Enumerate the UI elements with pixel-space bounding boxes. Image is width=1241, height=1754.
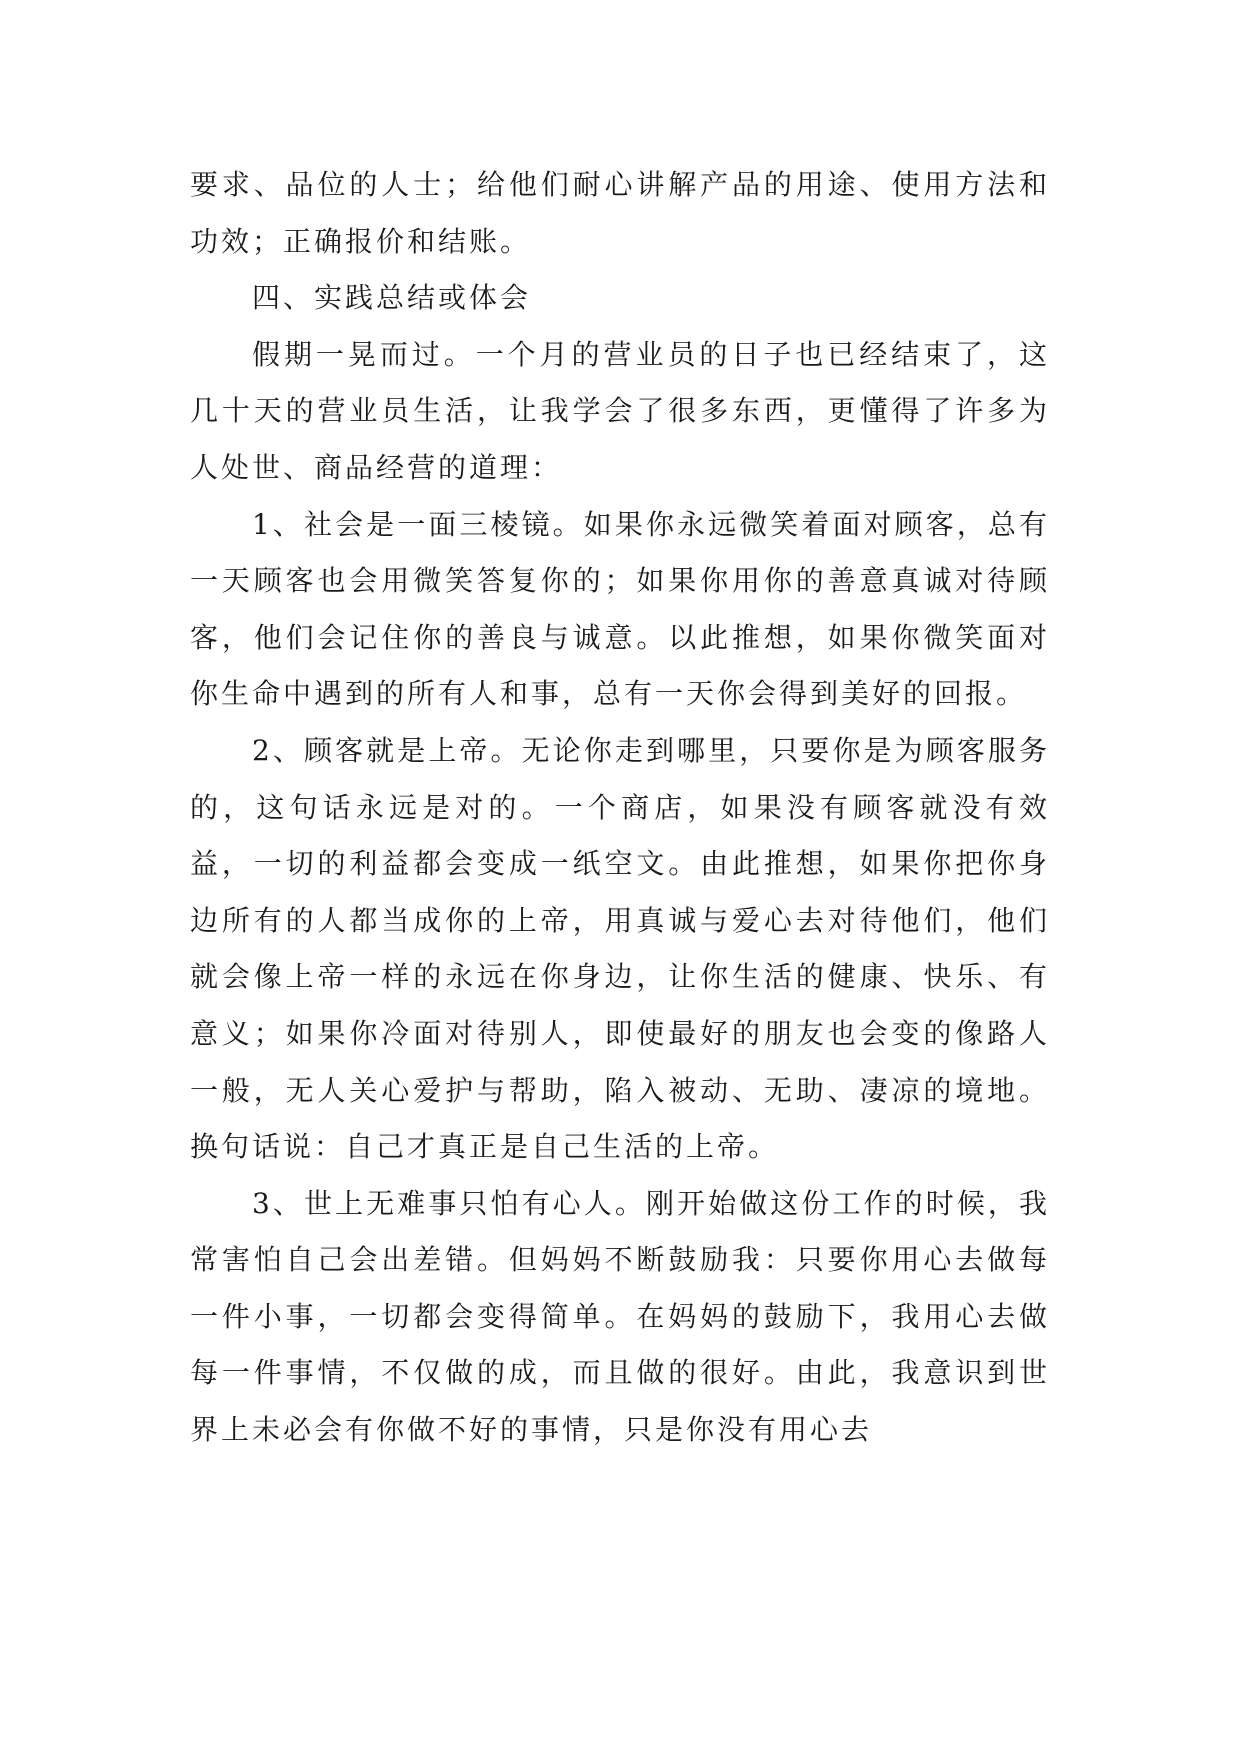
paragraph-point-2: 2、顾客就是上帝。无论你走到哪里，只要你是为顾客服务的，这句话永远是对的。一个商店，如果没有顾客就没有效益，一切的利益都会变成一纸空文。由此推想，如果你把你身边所有的人都当成你的上帝，用真诚与爱心去对待他们，他们就会像上帝一样的永远在你身边，让你生活的健康、快乐、有意义；如果你冷面对待别人，即使最好的朋友也会变的像路人一般，无人关心爱护与帮助，陷入被动、无助、凄凉的境地。换句话说：自己才真正是自己生活的上帝。 [190,733,1050,1164]
paragraph-intro: 假期一晃而过。一个月的营业员的日子也已经结束了，这几十天的营业员生活，让我学会了很多东西，更懂得了许多为人处世、商品经营的道理： [190,337,1050,484]
section-heading: 四、实践总结或体会 [252,281,532,315]
paragraph-point-1: 1、社会是一面三棱镜。如果你永远微笑着面对顾客，总有一天顾客也会用微笑答复你的；如果你用你的善意真诚对待顾客，他们会记住你的善良与诚意。以此推想，如果你微笑面对你生命中遇到的所有人和事，总有一天你会得到美好的回报。 [190,507,1050,711]
paragraph-continuation: 要求、品位的人士；给他们耐心讲解产品的用途、使用方法和功效；正确报价和结账。 [190,168,1050,258]
paragraph-point-3: 3、世上无难事只怕有心人。刚开始做这份工作的时候，我常害怕自己会出差错。但妈妈不断鼓励我：只要你用心去做每一件小事，一切都会变得简单。在妈妈的鼓励下，我用心去做每一件事情，不仅做的成，而且做的很好。由此，我意识到世界上未必会有你做不好的事情，只是你没有用心去 [190,1186,1050,1447]
document-body [190,157,1050,1459]
